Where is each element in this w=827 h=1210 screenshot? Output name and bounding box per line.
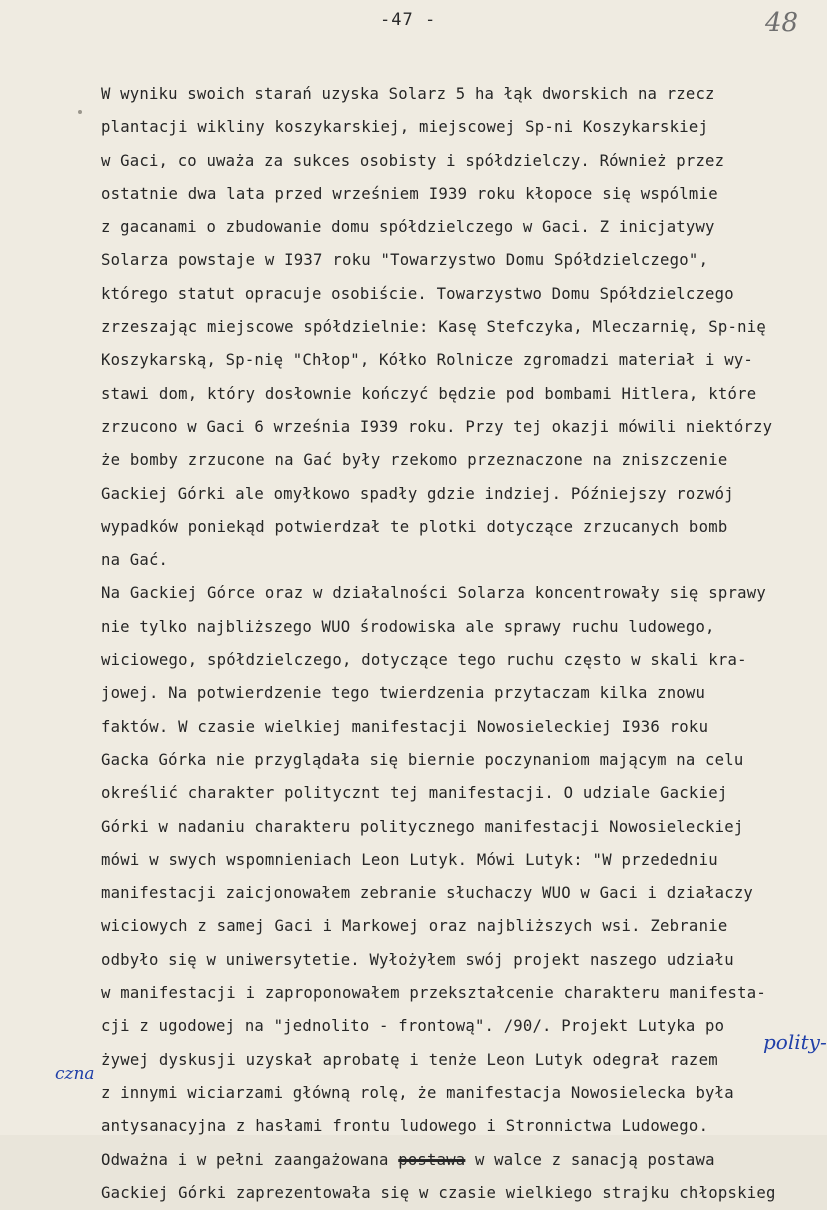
- text-line: odbyło się w uniwersytetie. Wyłożyłem swój projekt naszego udziału: [101, 950, 734, 969]
- text-line: wypadków poniekąd potwierdzał te plotki dotyczące zrzucanych bomb: [101, 517, 728, 536]
- text-line: manifestacji zaicjonowałem zebranie słuchaczy WUO w Gaci i działaczy: [101, 884, 753, 903]
- text-line: Gackiej Górki zaprezentowała się w czasie wielkiego strajku chłopskieg: [101, 1183, 776, 1202]
- text-line: Górki w nadaniu charakteru politycznego manifestacji Nowosieleckiej: [101, 817, 744, 836]
- text-line: zrzeszając miejscowe spółdzielnie: Kasę Stefczyka, Mleczarnię, Sp-nię: [101, 318, 767, 337]
- text-line: żywej dyskusji uzyskał aprobatę i tenże Leon Lutyk odegrał razem: [101, 1050, 718, 1069]
- text-line: stawi dom, który dosłownie kończyć będzie pod bombami Hitlera, które: [101, 384, 757, 403]
- handwritten-correction-right: polity-: [763, 1030, 827, 1054]
- text-line: wiciowego, spółdzielczego, dotyczące tego ruchu często w skali kra-: [101, 651, 747, 670]
- text-line: ostatnie dwa lata przed wrześniem I939 roku kłopoce się wspólmie: [101, 184, 718, 203]
- text-line: z innymi wiciarzami główną rolę, że manifestacja Nowosielecka była: [101, 1083, 734, 1102]
- text-line: W wyniku swoich starań uzyska Solarz 5 ha łąk dworskich na rzecz: [101, 85, 715, 103]
- text-line: mówi w swych wspomnieniach Leon Lutyk. Mówi Lutyk: "W przededniu: [101, 850, 718, 869]
- text-line: plantacji wikliny koszykarskiej, miejscowej Sp-ni Koszykarskiej: [101, 118, 709, 137]
- text-segment: Odważna i w pełni zaangażowana: [101, 1150, 399, 1169]
- handwritten-page-number: 48: [765, 8, 799, 38]
- struck-out-word: postawa: [398, 1150, 466, 1169]
- text-line: Koszykarską, Sp-nię "Chłop", Kółko Rolnicze zgromadzi materiał i wy-: [101, 351, 753, 370]
- text-line: Gackiej Górki ale omyłkowo spadły gdzie indziej. Późniejszy rozwój: [101, 484, 734, 503]
- page-number: -47 -: [380, 10, 437, 30]
- text-line: nie tylko najbliższego WUO środowiska ale sprawy ruchu ludowego,: [101, 617, 715, 636]
- typed-text-body: [101, 78, 821, 1210]
- text-line: na Gać.: [101, 551, 169, 570]
- text-line: zrzucono w Gaci 6 września I939 roku. Przy tej okazji mówili niektórzy: [101, 417, 773, 436]
- text-line: z gacanami o zbudowanie domu spółdzielczego w Gaci. Z inicjatywy: [101, 218, 715, 237]
- text-line: cji z ugodowej na "jednolito - frontową". /90/. Projekt Lutyka po: [101, 1017, 725, 1036]
- text-line: określić charakter politycznt tej manifestacji. O udziale Gackiej: [101, 784, 728, 803]
- text-line: faktów. W czasie wielkiej manifestacji Nowosieleckiej I936 roku: [101, 717, 709, 736]
- text-line: w manifestacji i zaproponowałem przekształcenie charakteru manifesta-: [101, 984, 767, 1003]
- text-line: jowej. Na potwierdzenie tego twierdzenia przytaczam kilka znowu: [101, 684, 706, 703]
- text-segment: w walcе z sanacją postawa: [465, 1150, 715, 1169]
- handwritten-correction-left: czna: [55, 1064, 95, 1084]
- text-line: którego statut opracuje osobiście. Towarzystwo Domu Spółdzielczego: [101, 284, 734, 303]
- text-line: wiciowych z samej Gaci i Markowej oraz najbliższych wsi. Zebranie: [101, 917, 728, 936]
- text-line: że bomby zrzucone na Gać były rzekomo przeznaczone na zniszczenie: [101, 451, 728, 470]
- text-line: w Gaci, co uważa za sukces osobisty i spółdzielczy. Również przez: [101, 151, 725, 170]
- text-line-with-strikeout: [101, 1144, 821, 1177]
- punch-mark: [78, 110, 82, 114]
- text-line: Solarza powstaje w I937 roku "Towarzystwo Domu Spółdzielczego",: [101, 251, 709, 270]
- text-line: Na Gackiej Górce oraz w działalności Solarza koncentrowały się sprawy: [101, 584, 767, 603]
- text-line: Gacka Górka nie przyglądała się biernie poczynaniom mającym na celu: [101, 750, 744, 769]
- text-line: antysanacyjna z hasłami frontu ludowego i Stronnictwa Ludowego.: [101, 1117, 709, 1136]
